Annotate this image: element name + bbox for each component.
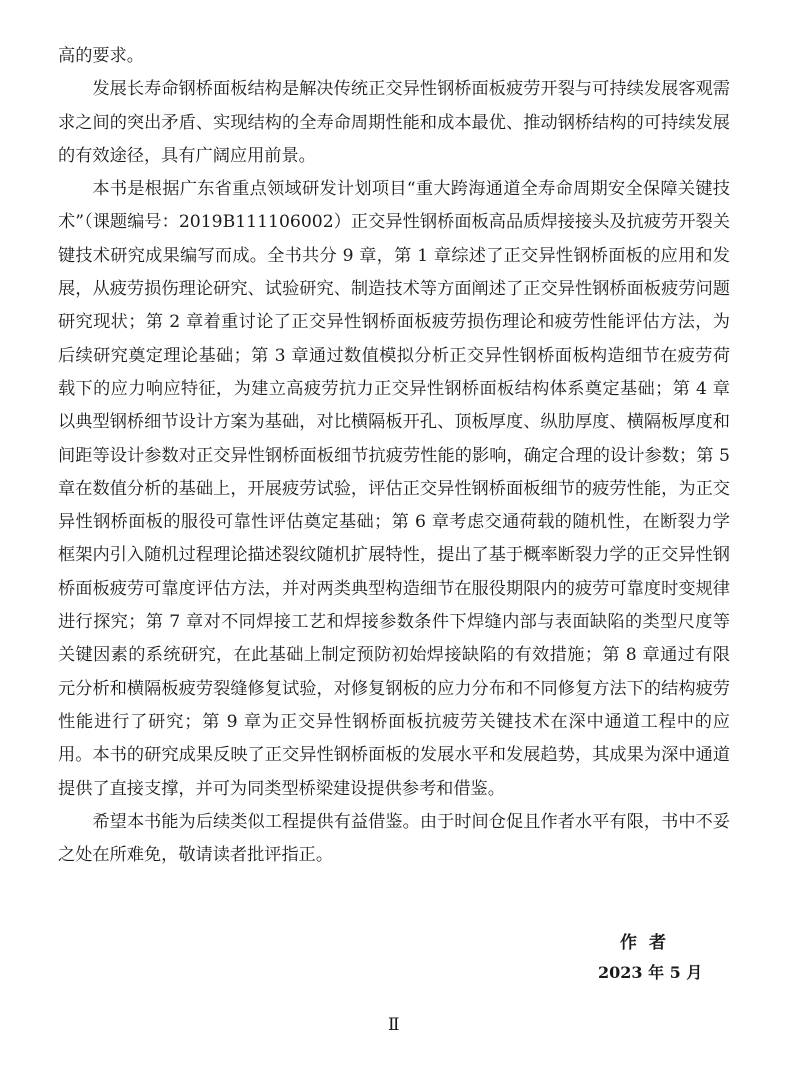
- paragraph-book-overview: 本书是根据广东省重点领域研发计划项目“重大跨海通道全寿命周期安全保障关键技术”（课题编号：2019B111106002）正交异性钢桥面板高品质焊接接头及抗疲劳开裂关键技术研究成果编写而成。全书共分 9 章，第 1 章综述了正交异性钢桥面板的应用和发展，从疲劳损伤理论研究、试验研究、制造技术等方面阐述了正交异性钢桥面板疲劳问题研究现状；第 2 章着重讨论了正交异性钢桥面板疲劳损伤理论和疲劳性能评估方法，为后续研究奠定理论基础；第 3 章通过数值模拟分析正交异性钢桥面板构造细节在疲劳荷载下的应力响应特征，为建立高疲劳抗力正交异性钢桥面板结构体系奠定基础；第 4 章以典型钢桥细节设计方案为基础，对比横隔板开孔、顶板厚度、纵肋厚度、横隔板厚度和间距等设计参数对正交异性钢桥面板细节抗疲劳性能的影响，确定合理的设计参数；第 5 章在数值分析的基础上，开展疲劳试验，评估正交异性钢桥面板细节的疲劳性能，为正交异性钢桥面板的服役可靠性评估奠定基础；第 6 章考虑交通荷载的随机性，在断裂力学框架内引入随机过程理论描述裂纹随机扩展特性，提出了基于概率断裂力学的正交异性钢桥面板疲劳可靠度评估方法，并对两类典型构造细节在服役期限内的疲劳可靠度时变规律进行探究；第 7 章对不同焊接工艺和焊接参数条件下焊缝内部与表面缺陷的类型尺度等关键因素的系统研究，在此基础上制定预防初始焊接缺陷的有效措施；第 8 章通过有限元分析和横隔板疲劳裂缝修复试验，对修复钢板的应力分布和不同修复方法下的结构疲劳性能进行了研究；第 9 章为正交异性钢桥面板抗疲劳关键技术在深中通道工程中的应用。本书的研究成果反映了正交异性钢桥面板的发展水平和发展趋势，其成果为深中通道提供了直接支撑，并可为同类型桥梁建设提供参考和借鉴。: [58, 179, 730, 799]
- page-number: Ⅱ: [388, 1015, 400, 1035]
- paragraph-long-life-deck: 发展长寿命钢桥面板结构是解决传统正交异性钢桥面板疲劳开裂与可持续发展客观需求之间的突出矛盾、实现结构的全寿命周期性能和成本最优、推动钢桥结构的可持续发展的有效途径，具有广阔应用前景。: [58, 79, 730, 166]
- preface-body: [58, 40, 730, 872]
- signature-date: 2023 年 5 月: [598, 963, 703, 982]
- signature-author: 作者: [620, 933, 678, 953]
- paragraph-closing-remarks: 希望本书能为后续类似工程提供有益借鉴。由于时间仓促且作者水平有限，书中不妥之处在所难免，敬请读者批评指正。: [58, 811, 730, 866]
- paragraph-continuation: 高的要求。: [58, 46, 144, 66]
